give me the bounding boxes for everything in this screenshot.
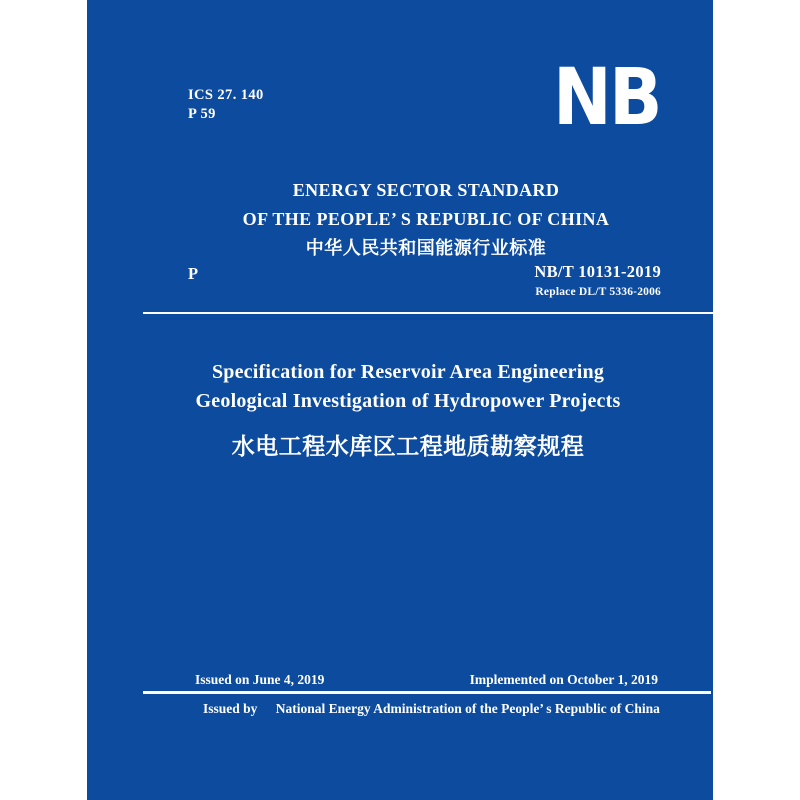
replaced-standard: Replace DL/T 5336-2006 bbox=[535, 286, 661, 298]
standard-number-block bbox=[534, 262, 661, 298]
header-line2: OF THE PEOPLE’ S REPUBLIC OF CHINA bbox=[242, 208, 610, 229]
ics-code: ICS 27. 140 bbox=[188, 87, 264, 103]
implemented-date: Implemented on October 1, 2019 bbox=[469, 672, 658, 687]
horizontal-rule-top bbox=[143, 312, 713, 314]
issued-by-label: Issued by bbox=[203, 701, 258, 716]
class-label: P bbox=[188, 264, 199, 283]
nb-logo: NB bbox=[553, 53, 660, 143]
issued-by-row bbox=[203, 701, 660, 717]
dates-row bbox=[87, 672, 713, 690]
title-english-line2: Geological Investigation of Hydropower Projects bbox=[195, 389, 621, 412]
title-english-line1: Specification for Reservoir Area Engineering bbox=[211, 361, 605, 383]
issued-date: Issued on June 4, 2019 bbox=[195, 672, 325, 687]
horizontal-rule-bottom bbox=[143, 691, 711, 694]
classification-code: P 59 bbox=[188, 106, 216, 122]
standard-cover bbox=[87, 0, 713, 800]
ics-codes bbox=[188, 86, 264, 124]
issuing-authority: National Energy Administration of the People’ s Republic of China bbox=[275, 701, 660, 716]
header-line3-chinese: 中华人民共和国能源行业标准 bbox=[305, 238, 547, 258]
title-block bbox=[103, 358, 713, 461]
standard-header bbox=[139, 176, 713, 263]
header-line1: ENERGY SECTOR STANDARD bbox=[292, 180, 560, 200]
title-chinese: 水电工程水库区工程地质勘察规程 bbox=[231, 434, 585, 459]
standard-number: NB/T 10131-2019 bbox=[534, 262, 661, 281]
